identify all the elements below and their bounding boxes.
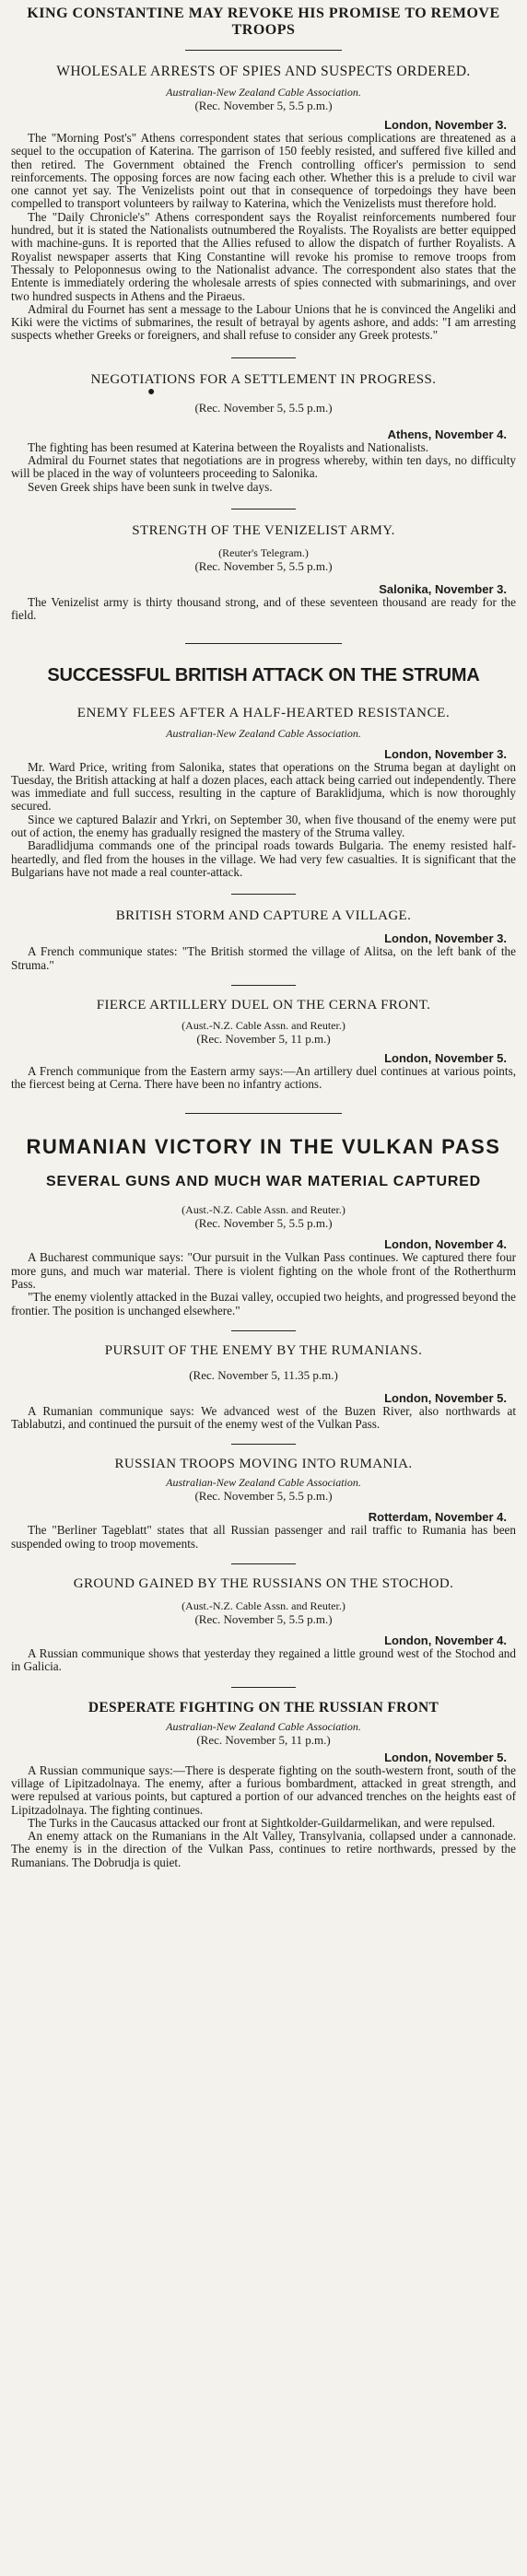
article-body [11, 945, 516, 972]
dateline: London, November 3. [384, 118, 507, 132]
divider [231, 1687, 296, 1688]
received-line: (Rec. November 5, 5.5 p.m.) [194, 558, 333, 573]
paragraph: Baradlidjuma commands one of the principal roads towards Bulgaria. The enemy resisted half-heartedly, and fled from the houses in the village. We had very few casualties. It is significant that the Bulgarians have not made a real counter-attack. [11, 838, 516, 879]
section-heading: PURSUIT OF THE ENEMY BY THE RUMANIANS. [104, 1342, 423, 1358]
section-heading: RUSSIAN TROOPS MOVING INTO RUMANIA. [114, 1457, 413, 1472]
article-body [11, 1764, 516, 1869]
dateline: Rotterdam, November 4. [368, 1510, 507, 1525]
received-line: (Rec. November 5, 5.5 p.m.) [194, 1612, 333, 1627]
agency-line: Australian-New Zealand Cable Association. [166, 86, 361, 99]
dateline: Athens, November 4. [387, 427, 507, 441]
divider [231, 357, 296, 358]
dateline: London, November 3. [384, 931, 507, 946]
section-heading: SEVERAL GUNS AND MUCH WAR MATERIAL CAPTURED [45, 1174, 482, 1190]
dateline: London, November 5. [384, 1050, 507, 1065]
paragraph: Mr. Ward Price, writing from Salonika, states that operations on the Struma began at daylight on Tuesday, the British attacking at half a dozen places, each attack being carried out independently. There was immediate and full success, resulting in the capture of Baraklidjuma, which is now thoroughly secured. [11, 759, 516, 814]
paragraph: A French communique states: "The British stormed the village of Alitsa, on the left bank of the Struma." [11, 944, 516, 972]
paragraph: The "Berliner Tageblatt" states that all Russian passenger and rail traffic to Rumania has been suspended owing to troop movements. [11, 1523, 516, 1551]
print-speck: ● [147, 384, 156, 399]
paragraph: A French communique from the Eastern army says:—An artillery duel continues at various points, the fiercest being at Cerna. There have been no infantry actions. [11, 1063, 516, 1092]
section-headline: SUCCESSFUL BRITISH ATTACK ON THE STRUMA [47, 664, 480, 685]
article-body [11, 441, 516, 494]
received-line: (Rec. November 5, 11 p.m.) [196, 1732, 331, 1747]
divider [231, 1330, 296, 1331]
section-heading: DESPERATE FIGHTING ON THE RUSSIAN FRONT [88, 1699, 439, 1715]
received-line: (Rec. November 5, 11 p.m.) [196, 1031, 331, 1046]
paragraph: The fighting has been resumed at Katerina between the Royalists and Nationalists. [28, 439, 429, 454]
paragraph: "The enemy violently attacked in the Buzai valley, occupied two heights, and progressed beyond the frontier. The position is unchanged elsewhere." [11, 1290, 516, 1317]
section-heading: FIERCE ARTILLERY DUEL ON THE CERNA FRONT. [96, 997, 431, 1013]
dateline: London, November 4. [384, 1237, 507, 1252]
paragraph: The Turks in the Caucasus attacked our front at Sightkolder-Guildarmelikan, and were repulsed. [28, 1815, 496, 1830]
received-line: (Rec. November 5, 5.5 p.m.) [194, 1216, 333, 1231]
paragraph: A Rumanian communique says: We advanced west of the Buzen River, also northwards at Tablabutzi, and continued the pursuit of the enemy west of the Vulkan Pass. [11, 1403, 516, 1432]
agency-line: Australian-New Zealand Cable Association. [166, 726, 361, 740]
divider [231, 985, 296, 986]
paragraph: A Russian communique shows that yesterday they regained a little ground west of the Stochod and in Galicia. [11, 1646, 516, 1674]
received-line: (Rec. November 5, 5.5 p.m.) [194, 1489, 333, 1504]
received-line: (Rec. November 5, 5.5 p.m.) [194, 99, 333, 112]
section-heading: STRENGTH OF THE VENIZELIST ARMY. [132, 522, 395, 538]
article-body [11, 1065, 516, 1092]
agency-line: (Aust.-N.Z. Cable Assn. and Reuter.) [182, 1599, 345, 1613]
dateline: London, November 3. [384, 746, 507, 761]
paragraph: A Bucharest communique says: "Our pursuit in the Vulkan Pass continues. We captured there four more guns, and much war material. There is violent fighting on the whole front of the Rotherthurm Pass. [11, 1250, 516, 1291]
section-headline: RUMANIAN VICTORY IN THE VULKAN PASS [26, 1135, 501, 1159]
paragraph: The "Morning Post's" Athens correspondent states that serious complications are threatened as a sequel to the occupation of Katerina. The garrison of 150 feebly resisted, and suffered five killed and then retired. The Government obtained the French controlling officer's permission to send reinforcements. The opposing forces are now facing each other. Whether this is a prelude to civil war one cannot yet say. The Venizelists point out that in consequence of torpedoings they have been compelled to transport volunteers by railway to Katerina, which the Venizelists must therefore hold. [11, 131, 516, 211]
section-heading: GROUND GAINED BY THE RUSSIANS ON THE STOCHOD. [73, 1576, 454, 1592]
article-body [11, 596, 516, 623]
agency-line: Australian-New Zealand Cable Association. [166, 1476, 361, 1490]
article-body [11, 1405, 516, 1432]
divider [231, 894, 296, 895]
dateline: London, November 5. [384, 1750, 507, 1764]
article-body [11, 1251, 516, 1317]
section-heading: NEGOTIATIONS FOR A SETTLEMENT IN PROGRESS. [90, 371, 437, 387]
paragraph: A Russian communique says:—There is desperate fighting on the south-western front, south of the village of Lipitzadolnaya. The enemy, after a furious bombardment, attacked in great strength, and were repulsed at various points, but captured a portion of our advanced trenches on the heights east of Lipitzadolnaya. The fighting continues. [11, 1762, 516, 1817]
section-heading: BRITISH STORM AND CAPTURE A VILLAGE. [115, 908, 412, 924]
paragraph: An enemy attack on the Rumanians in the Alt Valley, Transylvania, collapsed under a cannonade. The enemy is in the direction of the Vulkan Pass, continues to retire northwards, pressed by the Rumanians. The Dobrudja is quiet. [11, 1829, 516, 1869]
paragraph: Since we captured Balazir and Yrkri, on September 30, when five thousand of the enemy were put out of action, the enemy has gradually resigned the mastery of the Struma valley. [11, 812, 516, 840]
dateline: London, November 5. [384, 1390, 507, 1405]
agency-line: (Aust.-N.Z. Cable Assn. and Reuter.) [182, 1203, 345, 1217]
dateline: Salonika, November 3. [379, 581, 507, 596]
section-heading: ENEMY FLEES AFTER A HALF-HEARTED RESISTANCE. [76, 705, 451, 720]
dateline: London, November 4. [384, 1633, 507, 1648]
divider [185, 50, 342, 51]
received-line: (Rec. November 5, 11.35 p.m.) [189, 1367, 338, 1382]
divider [231, 1563, 296, 1564]
received-line: (Rec. November 5, 5.5 p.m.) [194, 400, 333, 415]
agency-line: (Aust.-N.Z. Cable Assn. and Reuter.) [182, 1018, 345, 1032]
paragraph: Admiral du Fournet states that negotiations are in progress whereby, within ten days, no difficulty will be placed in the way of volunteers proceeding to Salonika. [11, 453, 516, 481]
agency-line: Australian-New Zealand Cable Association. [166, 1719, 361, 1733]
paragraph: The Venizelist army is thirty thousand strong, and of these seventeen thousand are ready for the field. [11, 594, 516, 623]
paragraph: The "Daily Chronicle's" Athens correspondent says the Royalist reinforcements numbered four hundred, but it is stated the Nationalists outnumbered the Royalists. The Royalists are better equipped with machine-guns. It is reported that the Allies refused to allow the dispatch of further Royalists. A Royalist newspaper asserts that King Constantine will revoke his promise to remove troops from Thessaly to Peloponnesus owing to the Nationalist advance. The correspondent also states that the Entente is immediately ordering the wholesale arrests of spies connected with submarinings, and over two hundred suspects in Athens and the Piraeus. [11, 209, 516, 303]
divider [185, 1113, 342, 1114]
paragraph: Admiral du Fournet has sent a message to the Labour Unions that he is convinced the Angeliki and Kiki were the victims of submarines, the result of betrayal by agents ashore, and adds: "I am arresting suspects whether Greeks or foreigners, and shall refuse to consider any Greek protests." [11, 301, 516, 343]
article-body [11, 132, 516, 343]
article-body [11, 1647, 516, 1674]
article-body [11, 1524, 516, 1551]
agency-line: (Reuter's Telegram.) [218, 545, 309, 559]
divider [185, 643, 342, 644]
main-headline: KING CONSTANTINE MAY REVOKE HIS PROMISE TO REMOVE TROOPS [27, 6, 500, 38]
section-heading: WHOLESALE ARRESTS OF SPIES AND SUSPECTS ORDERED. [56, 64, 471, 79]
paragraph: Seven Greek ships have been sunk in twelve days. [28, 479, 273, 494]
divider [231, 1444, 296, 1445]
article-body [11, 761, 516, 880]
